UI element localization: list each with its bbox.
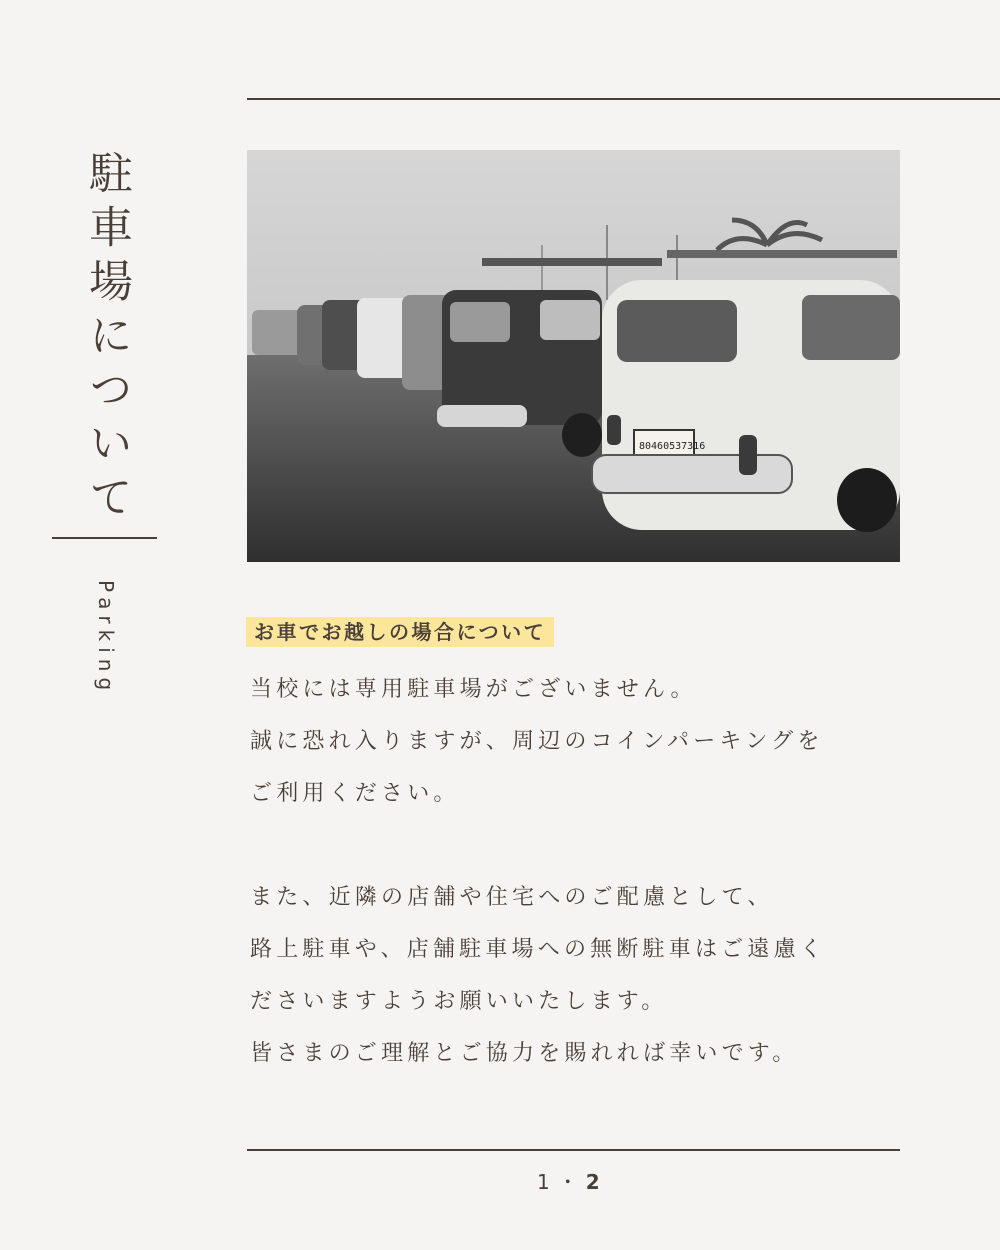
page-number-1[interactable]: 1 xyxy=(537,1170,558,1194)
notice-line: 誠に恐れ入りますが、周辺のコインパーキングを xyxy=(250,729,824,754)
notice-line: 路上駐車や、店舗駐車場への無断駐車はご遠慮く xyxy=(250,937,826,962)
notice-line: また、近隣の店舗や住宅へのご配慮として、 xyxy=(250,885,774,910)
pagination xyxy=(537,1166,617,1195)
top-divider xyxy=(247,98,1000,100)
page-title: 駐車場について xyxy=(81,150,132,528)
notice-body xyxy=(250,664,910,1080)
notice-line: ださいますようお願いいたします。 xyxy=(250,989,668,1014)
notice-line: ご利用ください。 xyxy=(250,781,460,806)
section-heading: お車でお越しの場合について xyxy=(246,617,554,647)
license-plate: 80460537316 xyxy=(639,441,706,452)
notice-line: 皆さまのご理解とご協力を賜れれば幸いです。 xyxy=(250,1041,799,1066)
page-separator: ・ xyxy=(557,1170,586,1194)
page-subtitle: Parking xyxy=(94,580,118,697)
parking-lot-photo xyxy=(247,150,900,562)
paragraph-gap xyxy=(250,820,910,872)
notice-line: 当校には専用駐車場がございません。 xyxy=(250,677,697,702)
page-number-2[interactable]: 2 xyxy=(585,1170,608,1194)
title-divider xyxy=(52,537,157,539)
vans-illustration xyxy=(247,150,900,562)
bottom-divider xyxy=(247,1149,900,1151)
